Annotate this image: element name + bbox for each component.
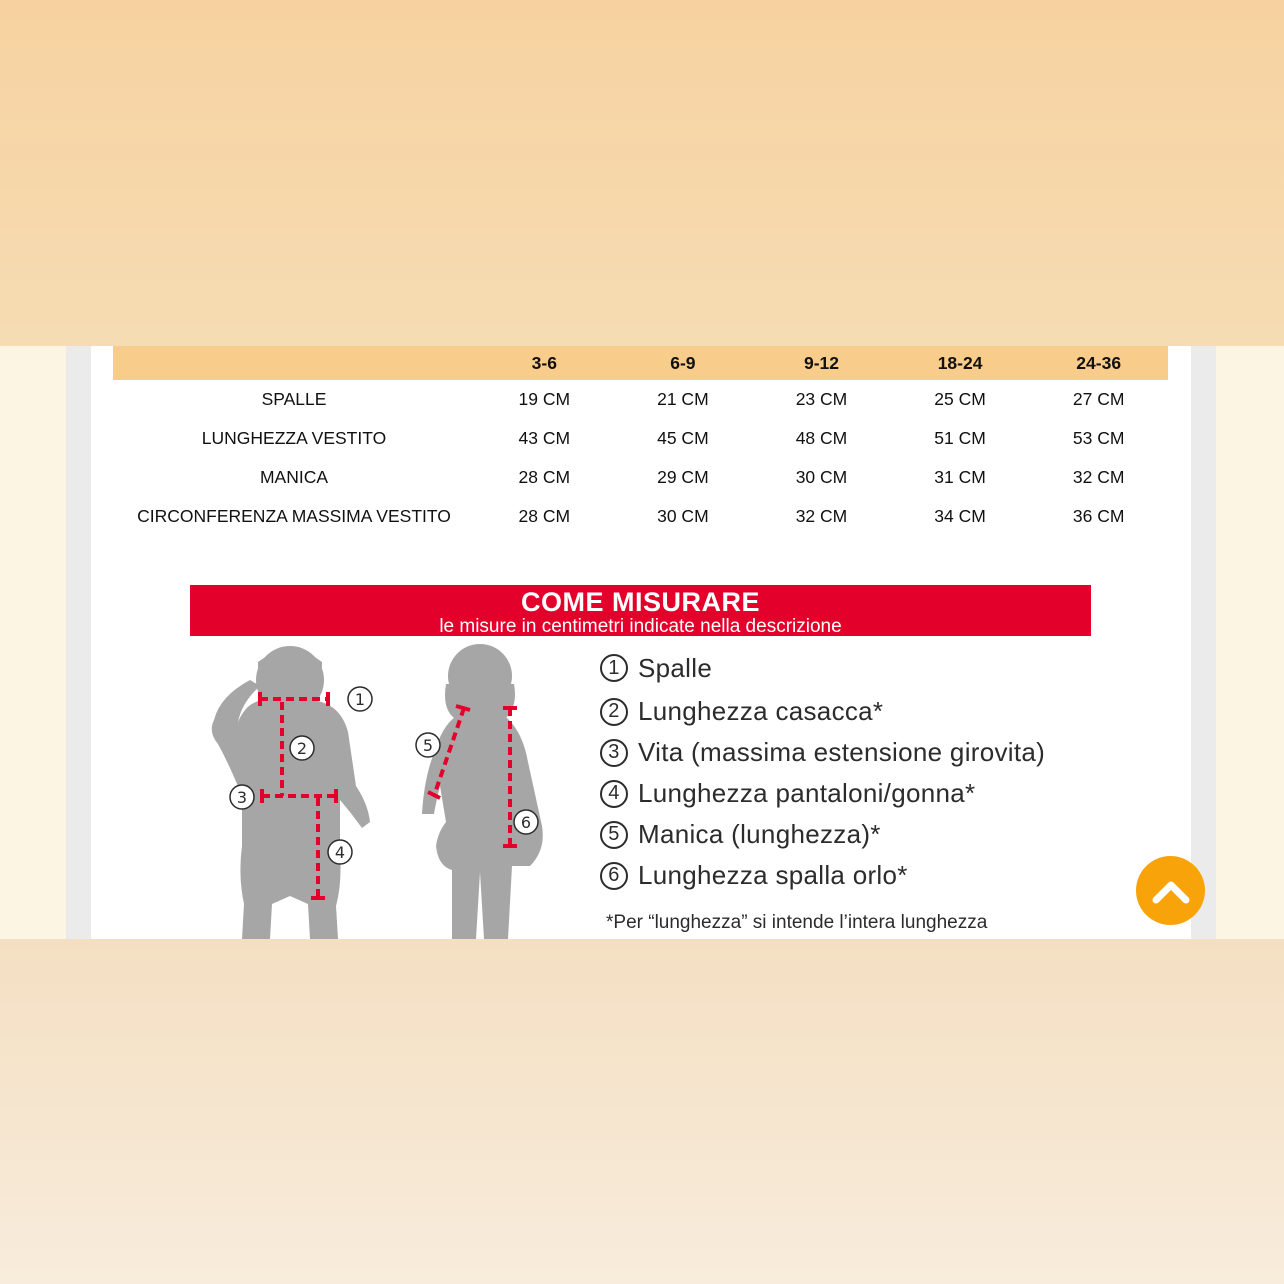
- step-number: 4: [600, 780, 628, 808]
- step-text: Lunghezza spalla orlo*: [638, 860, 908, 890]
- table-cell: 27 CM: [1072, 389, 1125, 409]
- marker-2-label: 2: [296, 739, 308, 758]
- table-cell: 19 CM: [518, 389, 571, 409]
- list-item: [600, 645, 1100, 691]
- step-number: 3: [600, 739, 628, 767]
- table-cell: 21 CM: [657, 389, 709, 409]
- scroll-to-top-button[interactable]: [1136, 856, 1205, 925]
- marker-2: [290, 736, 314, 760]
- measurement-figures: [190, 636, 590, 939]
- bottom-background-band: [0, 939, 1284, 1284]
- table-row: [113, 380, 1168, 419]
- table-cell: 45 CM: [657, 428, 709, 448]
- step-text: Vita (massima estensione girovita): [638, 737, 1046, 767]
- table-row: [113, 497, 1168, 536]
- size-table: [113, 346, 1168, 536]
- marker-1-label: 1: [354, 690, 366, 709]
- list-item: [600, 732, 1100, 773]
- product-size-card: [91, 346, 1191, 939]
- right-margin: [1216, 346, 1284, 939]
- table-cell: 32 CM: [1072, 467, 1125, 487]
- length-footnote: *Per “lunghezza” si intende l’intera lunghezza: [606, 912, 988, 933]
- measurement-steps-list: [600, 645, 1100, 896]
- table-cell: 48 CM: [795, 428, 848, 448]
- list-item: [600, 855, 1100, 896]
- row-label: LUNGHEZZA VESTITO: [201, 428, 387, 448]
- marker-3-label: 3: [236, 788, 248, 807]
- girl-silhouette: [422, 644, 543, 939]
- marker-6-label: 6: [520, 813, 532, 832]
- table-cell: 28 CM: [518, 467, 571, 487]
- how-to-measure-banner: [190, 585, 1091, 636]
- marker-5-label: 5: [422, 736, 434, 755]
- table-cell: 36 CM: [1072, 506, 1125, 526]
- list-item: [600, 814, 1100, 855]
- step-text: Spalle: [638, 652, 713, 683]
- marker-4: [328, 840, 352, 864]
- table-row: [113, 419, 1168, 458]
- table-cell: 43 CM: [518, 428, 571, 448]
- marker-4-label: 4: [334, 843, 346, 862]
- table-cell: 25 CM: [934, 389, 986, 409]
- how-to-measure-subtitle: le misure in centimetri indicate nella descrizione: [439, 616, 842, 637]
- table-cell: 51 CM: [934, 428, 986, 448]
- row-label: SPALLE: [261, 389, 327, 409]
- content-frame: [66, 346, 1216, 939]
- header-cell: 24-36: [1029, 346, 1168, 380]
- table-cell: 29 CM: [657, 467, 709, 487]
- header-cell: 3-6: [475, 346, 614, 380]
- table-cell: 28 CM: [518, 506, 571, 526]
- table-cell: 34 CM: [934, 506, 986, 526]
- marker-3: [230, 785, 254, 809]
- row-label: MANICA: [259, 467, 329, 487]
- step-number: 5: [600, 821, 628, 849]
- step-number: 2: [600, 698, 628, 726]
- list-item: [600, 691, 1100, 732]
- row-label: CIRCONFERENZA MASSIMA VESTITO: [137, 506, 451, 526]
- list-item: [600, 773, 1100, 814]
- table-cell: 23 CM: [795, 389, 848, 409]
- step-text: Manica (lunghezza)*: [638, 819, 881, 849]
- header-cell: 18-24: [891, 346, 1030, 380]
- chevron-up-icon: [1151, 877, 1191, 905]
- how-to-measure-title: COME MISURARE: [520, 587, 760, 617]
- left-margin: [0, 346, 66, 939]
- header-cell: 9-12: [752, 346, 891, 380]
- marker-5: [416, 733, 440, 757]
- table-cell: 31 CM: [934, 467, 986, 487]
- marker-1: [348, 687, 372, 711]
- size-header-row: [113, 346, 1168, 380]
- top-background-band: [0, 0, 1284, 346]
- table-cell: 32 CM: [795, 506, 848, 526]
- table-cell: 30 CM: [657, 506, 709, 526]
- marker-6: [514, 810, 538, 834]
- header-cell: 6-9: [614, 346, 753, 380]
- table-cell: 53 CM: [1072, 428, 1125, 448]
- header-cell: [113, 346, 475, 380]
- step-number: 6: [600, 862, 628, 890]
- step-text: Lunghezza casacca*: [638, 696, 884, 726]
- table-cell: 30 CM: [795, 467, 848, 487]
- step-number: 1: [600, 654, 628, 682]
- step-text: Lunghezza pantaloni/gonna*: [638, 778, 976, 808]
- table-row: [113, 458, 1168, 497]
- how-to-measure-panel: [190, 585, 1091, 939]
